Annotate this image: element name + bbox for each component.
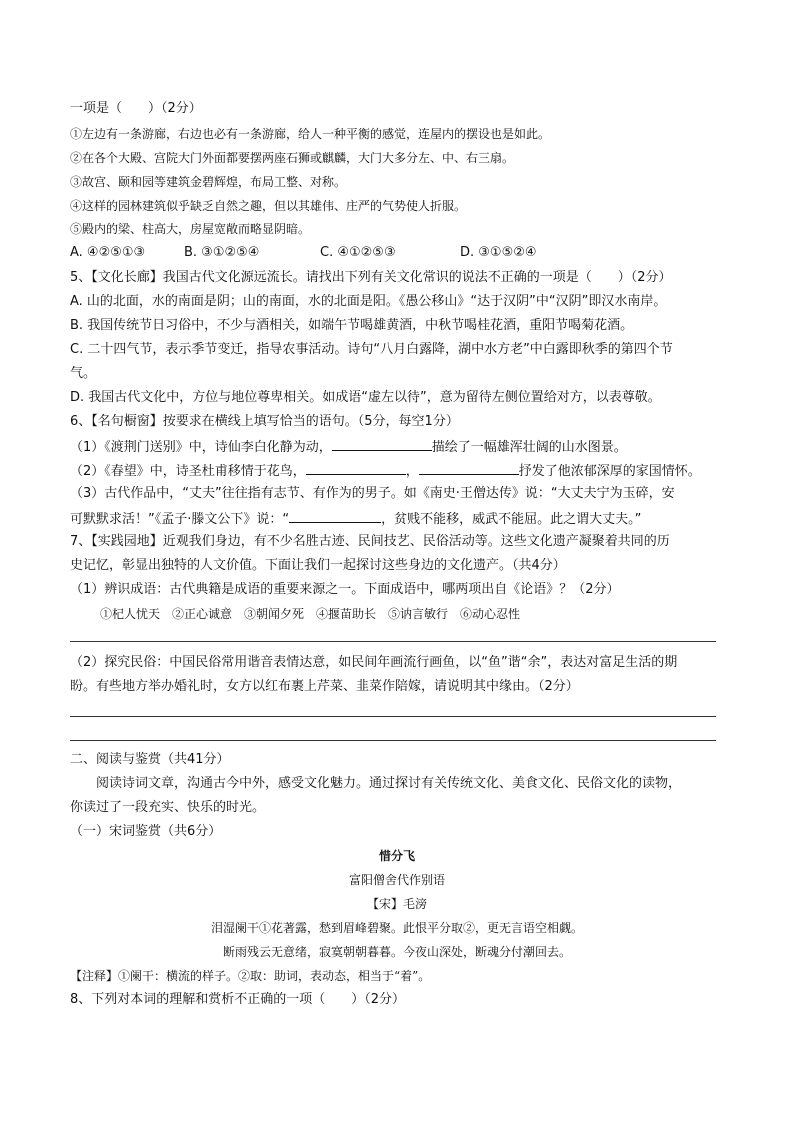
q4-statement-2: ②在各个大殿、宫院大门外面都要摆两座石狮或麒麟，大门大多分左、中、右三扇。 <box>70 151 515 165</box>
q4-statement-5: ⑤殿内的梁、柱高大，房屋宽敞而略显阴暗。 <box>70 222 311 236</box>
q6-blank-2[interactable] <box>306 462 406 475</box>
q5-option-d: D. 我国古代文化中，方位与地位尊卑相关。如成语“虚左以待”，意为留待左侧位置给对方，以表尊敬。 <box>70 390 661 405</box>
section2-heading: 二、阅读与鉴赏（共41分） <box>70 752 230 767</box>
poem-author: 【宋】毛滂 <box>366 897 427 911</box>
section2-intro-line1: 阅读诗词文章，沟通古今中外，感受文化魅力。通过探讨有关传统文化、美食文化、民俗文化的读物， <box>96 776 682 791</box>
q6-line1-text-a: （1）《渡荆门送别》中，诗仙李白化静为动， <box>70 440 332 455</box>
q4-option-c: C. ④①②⑤③ <box>320 245 396 260</box>
poem-line-1: 泪湿阑干①花著露，愁到眉峰碧聚。此恨平分取②，更无言语空相觑。 <box>210 921 583 935</box>
q4-statement-1: ①左边有一条游廊，右边也必有一条游廊，给人一种平衡的感觉，连屋内的摆设也是如此。 <box>70 127 551 141</box>
q7-sub1: （1）辨识成语：古代典籍是成语的重要来源之一。下面成语中，哪两项出自《论语》？（2分） <box>70 582 620 597</box>
q6-line3: （3）古代作品中，“丈夫”往往指有志节、有作为的男子。如《南史·王僧达传》说：“大丈夫宁为玉碎，安 <box>70 486 675 501</box>
section2-intro-line2: 你读过了一段充实、快乐的时光。 <box>70 800 266 815</box>
q6-line1-text-b: 描绘了一幅雄浑壮阔的山水图景。 <box>431 440 627 455</box>
q4-stem-tail: 一项是（ ）（2分） <box>70 101 202 116</box>
q6-line1 <box>70 438 627 456</box>
q7-sub2-line2: 盼。有些地方举办婚礼时，女方以红布裹上芹菜、韭菜作陪嫁，请说明其中缘由。（2分） <box>70 679 579 694</box>
q6-line4 <box>70 510 641 528</box>
poem-note: 【注释】①阑干：横流的样子。②取：助词，表动态，相当于“着”。 <box>70 969 431 983</box>
q7-answer-line-2[interactable] <box>70 716 716 717</box>
q6-blank-3[interactable] <box>419 462 519 475</box>
q4-option-a: A. ④②⑤①③ <box>70 245 146 260</box>
q5-option-c-line2: 气。 <box>70 366 97 381</box>
q6-line4-text-b: ，贫贱不能移，威武不能屈。此之谓大丈夫。” <box>381 512 642 527</box>
q6-stem: 6、【名句橱窗】按要求在横线上填写恰当的语句。（5分，每空1分） <box>70 414 459 429</box>
poem-line-2: 断雨残云无意绪，寂寞朝朝暮暮。今夜山深处，断魂分付潮回去。 <box>222 945 571 959</box>
q6-line2-text-a: （2）《春望》中，诗圣杜甫移情于花鸟， <box>70 464 306 479</box>
q6-blank-1[interactable] <box>332 438 432 451</box>
section2-part1-heading: （一）宋词鉴赏（共6分） <box>70 824 222 839</box>
poem-subtitle: 富阳僧舍代作别语 <box>348 873 445 887</box>
q6-line2-text-c: 抒发了他浓郁深厚的家国情怀。 <box>518 464 701 479</box>
q4-option-b: B. ③①②⑤④ <box>184 245 260 260</box>
q4-option-d: D. ③①⑤②④ <box>460 245 537 260</box>
q4-statement-4: ④这样的园林建筑似乎缺乏自然之趣，但以其雄伟、庄严的气势使人折服。 <box>70 199 467 213</box>
q6-line2 <box>70 462 701 480</box>
q6-line2-comma: ， <box>405 464 419 479</box>
q6-line4-text-a: 可默默求活！”《孟子·滕文公下》说：“ <box>70 512 290 527</box>
q4-statement-3: ③故宫、颐和园等建筑金碧辉煌，布局工整、对称。 <box>70 175 347 189</box>
q7-answer-line-1[interactable] <box>70 641 716 642</box>
q7-stem-line1: 7、【实践园地】近观我们身边，有不少名胜古迹、民间技艺、民俗活动等。这些文化遗产凝聚着共同的历 <box>70 534 670 549</box>
q7-answer-line-3[interactable] <box>70 740 716 741</box>
q7-stem-line2: 史记忆，彰显出独特的人文价值。下面让我们一起探讨这些身边的文化遗产。（共4分） <box>70 558 566 573</box>
q5-stem: 5、【文化长廊】我国古代文化源远流长。请找出下列有关文化常识的说法不正确的一项是（ ）（2分） <box>70 270 672 285</box>
q8-stem: 8、下列对本词的理解和赏析不正确的一项（ ）（2分） <box>70 992 406 1007</box>
poem-title: 惜分飞 <box>378 849 415 863</box>
q7-sub2-line1: （2）探究民俗：中国民俗常用谐音表情达意，如民间年画流行画鱼，以“鱼”谐“余”，表达对富足生活的期 <box>70 655 678 670</box>
q5-option-b: B. 我国传统节日习俗中，不少与酒相关，如端午节喝雄黄酒，中秋节喝桂花酒，重阳节喝菊花酒。 <box>70 318 634 333</box>
q7-idiom-list: ①杞人忧天 ②正心诚意 ③朝闻夕死 ④揠苗助长 ⑤讷言敏行 ⑥动心忍性 <box>100 607 521 621</box>
q6-blank-4[interactable] <box>289 510 381 523</box>
q5-option-c-line1: C. 二十四气节，表示季节变迁，指导农事活动。诗句“八月白露降，湖中水方老”中白露即秋季的第四个节 <box>70 342 673 357</box>
q5-option-a: A. 山的北面，水的南面是阴；山的南面，水的北面是阳。《愚公移山》“达于汉阴”中“汉阴”即汉水南岸。 <box>70 294 667 309</box>
